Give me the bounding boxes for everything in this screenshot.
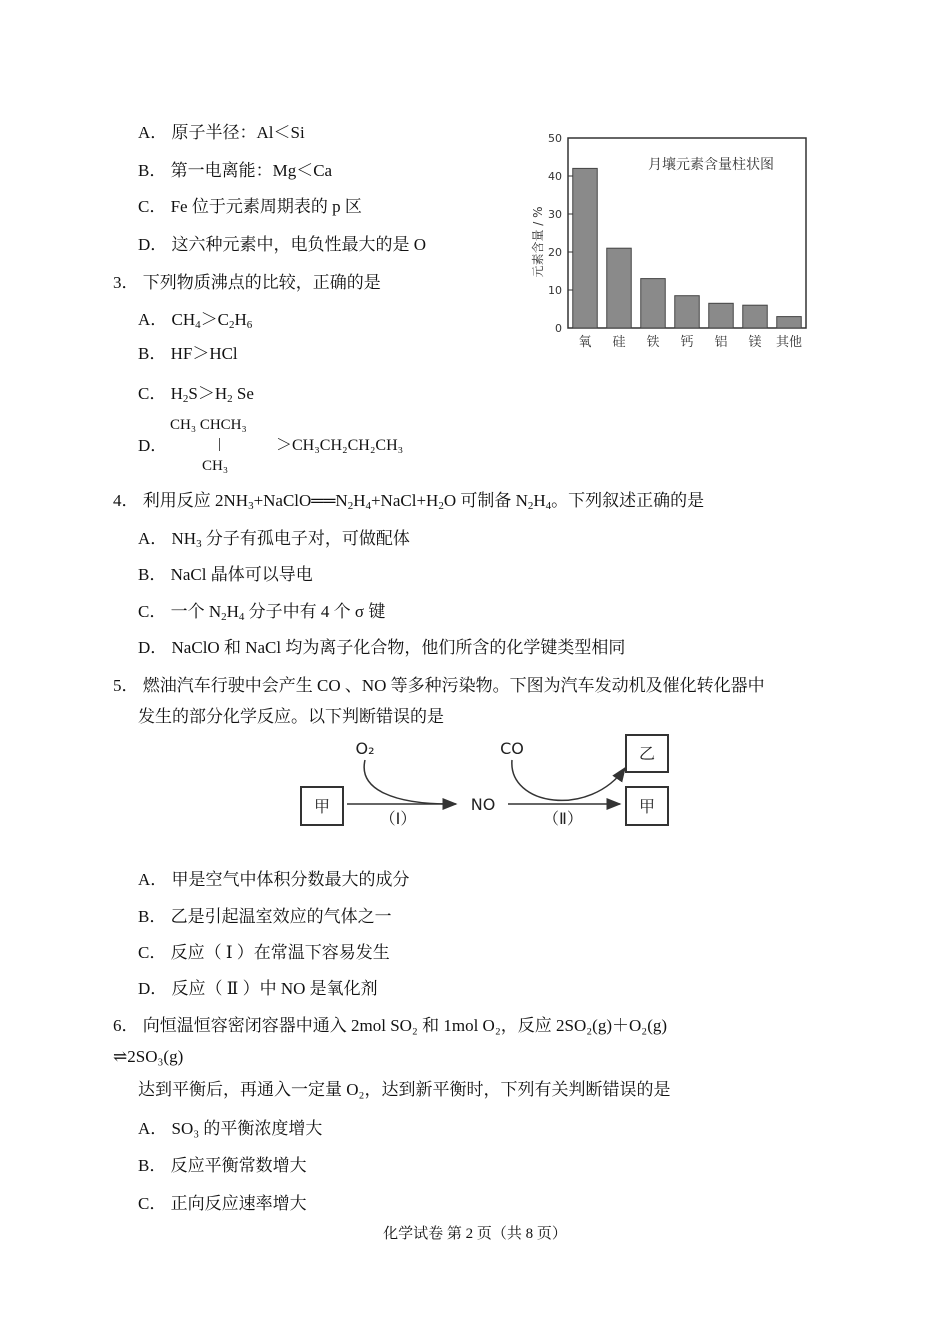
q3-option-c: C． $H_2S>H_2$ Se — [138, 384, 254, 405]
jia-label-right: 甲 — [638, 797, 656, 816]
lunar-soil-element-chart — [520, 126, 810, 358]
q3-stem: 3． 下列物质沸点的比较，正确的是 — [113, 273, 381, 292]
q4-option-c: C． 一个 $N_2H_4$ 分子中有 4 个 σ 键 — [138, 602, 386, 623]
q4-stem: 4． 利用反应 $2NH_3+NaClO══N_2H_4+NaCl+H_2O$ 可制备 $N_2H_4$。下列叙述正确的是 — [113, 491, 705, 512]
q6-option-a: A． SO₃ 的平衡浓度增大 — [138, 1119, 323, 1138]
q3-c-label: C． — [138, 384, 167, 403]
chart-y-tick-label: 50 — [548, 132, 562, 145]
q6-option-b: B． 反应平衡常数增大 — [138, 1156, 307, 1175]
chart-y-tick-label: 40 — [548, 170, 562, 183]
q5-option-b: B． 乙是引起温室效应的气体之一 — [138, 907, 392, 926]
q4-stem-part: 。下列叙述正确的是 — [551, 491, 705, 510]
q4-stem-part: H — [533, 491, 546, 510]
q6-stem-line1: 6． 向恒温恒容密闭容器中通入 2mol SO₂ 和 1mol O₂，反应 2SO₂(g)＋O₂(g) — [113, 1016, 668, 1035]
chart-bar — [675, 296, 699, 328]
q6-option-c: C． 正向反应速率增大 — [138, 1194, 307, 1213]
chart-y-tick-label: 10 — [548, 284, 562, 297]
co-curve-arrow — [512, 760, 625, 800]
q6-stem-line3: 达到平衡后，再通入一定量 O₂，达到新平衡时，下列有关判断错误的是 — [138, 1080, 671, 1099]
q5-stem-line1: 5． 燃油汽车行驶中会产生 CO 、NO 等多种污染物。下图为汽车发动机及催化转化器中 — [113, 676, 765, 695]
chart-x-tick-label: 铁 — [646, 335, 660, 350]
chart-ylabel: 元素含量 / % — [531, 206, 545, 278]
q5-option-d: D． 反应（ Ⅱ ）中 NO 是氧化剂 — [138, 979, 378, 998]
chart-bar — [607, 248, 631, 328]
q4-stem-part: +NaClO══N — [253, 491, 348, 510]
chart-y-tick-label: 0 — [555, 322, 562, 335]
q3-a-label: A． — [138, 310, 168, 329]
chart-x-tick-label: 钙 — [680, 335, 694, 350]
reaction-1-label: （Ⅰ） — [379, 809, 417, 828]
q5-stem-line2: 发生的部分化学反应。以下判断错误的是 — [138, 707, 444, 726]
o2-curve — [364, 760, 450, 804]
q3-option-a: A． $CH_4>C_2H_6$ — [138, 310, 253, 331]
jia-label-left: 甲 — [313, 797, 331, 816]
q4-a-part: A． NH — [138, 529, 197, 548]
q4-stem-part: H — [353, 491, 366, 510]
chart-bar — [743, 305, 767, 328]
q4-stem-part: +NaCl+H — [370, 491, 439, 510]
no-label: NO — [470, 795, 496, 814]
chart-x-tick-label: 铝 — [714, 335, 728, 350]
o2-label: O₂ — [355, 739, 375, 758]
q2-option-b: B． 第一电离能：Mg＜Ca — [138, 161, 333, 180]
q2-option-d: D． 这六种元素中，电负性最大的是 O — [138, 235, 427, 254]
chart-bars — [573, 168, 801, 328]
chart-y-tick-label: 20 — [548, 246, 562, 259]
q4-c-part: 分子中有 4 个 σ 键 — [244, 602, 386, 621]
q3-option-b: B． HF＞HCl — [138, 344, 238, 363]
reaction-2-label: （Ⅱ） — [543, 809, 583, 828]
chart-y-tick-label: 30 — [548, 208, 562, 221]
q4-option-a: A． $NH_3$ 分子有孤电子对，可做配体 — [138, 529, 410, 550]
q5-option-c: C． 反应（ Ⅰ ）在常温下容易发生 — [138, 943, 390, 962]
q3-d-label: D． — [138, 436, 168, 455]
q4-stem-part: O 可制备 N — [443, 491, 528, 510]
q6-stem-line2: ⇌2SO₃(g) — [113, 1047, 184, 1066]
q4-c-part: C． 一个 N — [138, 602, 222, 621]
q4-stem-part: 4． 利用反应 2NH — [113, 491, 249, 510]
page-footer: 化学试卷 第 2 页（共 8 页） — [383, 1226, 567, 1242]
q3-d-bar: | — [218, 436, 222, 452]
q4-option-d: D． NaClO 和 NaCl 均为离子化合物，他们所含的化学键类型相同 — [138, 638, 626, 657]
chart-bar — [573, 168, 597, 328]
chart-bar — [641, 279, 665, 328]
chart-x-ticks — [578, 334, 802, 350]
yi-label: 乙 — [638, 744, 656, 763]
chart-x-tick-label: 镁 — [748, 335, 762, 350]
q3-d-right: ＞CH₃CH₂CH₂CH₃ — [276, 437, 404, 454]
chart-y-ticks — [548, 132, 573, 335]
q5-option-a: A． 甲是空气中体积分数最大的成分 — [138, 870, 410, 889]
co-label: CO — [500, 739, 524, 758]
chart-title: 月壤元素含量柱状图 — [648, 157, 774, 173]
chart-bar — [709, 303, 733, 328]
q3-d-top: CH₃ CHCH₃ — [170, 417, 247, 433]
chart-x-tick-label: 硅 — [612, 335, 626, 350]
q3-d-bottom: CH₃ — [202, 458, 229, 474]
chart-x-tick-label: 其他 — [775, 335, 803, 350]
q2-option-a: A． 原子半径：Al＜Si — [138, 123, 305, 142]
q4-c-part: H — [226, 602, 239, 621]
chart-bar — [777, 317, 801, 328]
q4-option-b: B． NaCl 晶体可以导电 — [138, 565, 313, 584]
chart-x-tick-label: 氧 — [578, 335, 592, 350]
q4-a-part: 分子有孤电子对，可做配体 — [201, 529, 410, 548]
reaction-diagram — [290, 732, 680, 840]
q2-option-c: C． Fe 位于元素周期表的 p 区 — [138, 197, 362, 216]
